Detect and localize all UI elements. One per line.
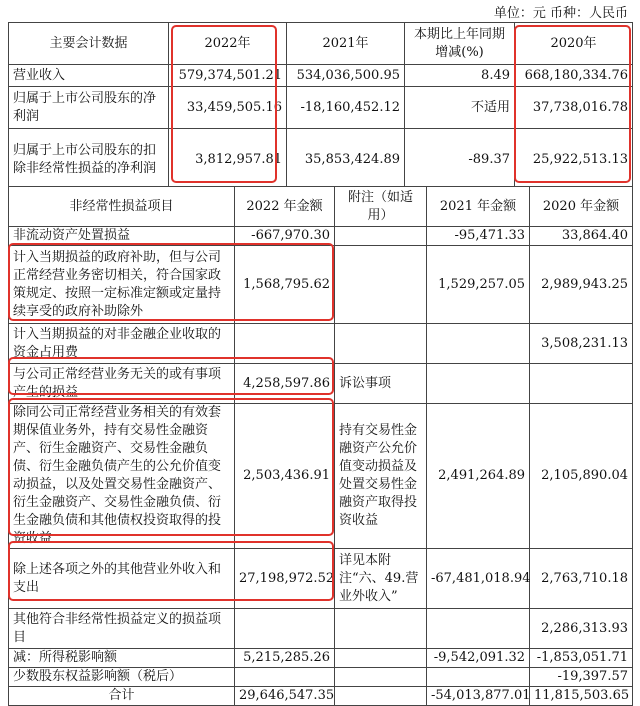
- cell-2021: -9,542,091.32: [427, 649, 530, 668]
- row-label: 归属于上市公司股东的净利润: [9, 87, 169, 129]
- main-accounting-table: [8, 22, 633, 191]
- t1-header-2021: 2021年: [287, 23, 405, 65]
- t2-header-2021: 2021 年金额: [427, 187, 530, 227]
- cell-2021: [427, 668, 530, 687]
- cell-2021: 1,529,257.05: [427, 246, 530, 324]
- cell-2020: -19,397.57: [530, 668, 633, 687]
- t1-header-2022: 2022年: [169, 23, 287, 65]
- t1-header-2020: 2020年: [515, 23, 633, 65]
- cell-note: [335, 609, 427, 649]
- cell-2022: [235, 324, 335, 364]
- cell-2020: -1,853,051.71: [530, 649, 633, 668]
- table-row: [9, 364, 633, 404]
- cell-2022: 3,812,957.81: [169, 129, 287, 191]
- cell-note: 持有交易性金融资产公允价值变动损益及处置交易性金融资产取得投资收益: [335, 404, 427, 549]
- cell-2022: 2,503,436.91: [235, 404, 335, 549]
- cell-note: [335, 324, 427, 364]
- row-label: 少数股东权益影响额（税后）: [9, 668, 235, 687]
- table-row: [9, 668, 633, 687]
- cell-2022: 33,459,505.16: [169, 87, 287, 129]
- cell-2021: [427, 324, 530, 364]
- table-row: [9, 404, 633, 549]
- cell-2021: [427, 609, 530, 649]
- cell-2022: 27,198,972.52: [235, 549, 335, 609]
- cell-note: 诉讼事项: [335, 364, 427, 404]
- cell-2020: 2,763,710.18: [530, 549, 633, 609]
- table-row: [9, 649, 633, 668]
- table-row: [9, 129, 633, 191]
- cell-2021: -54,013,877.01: [427, 687, 530, 706]
- cell-2022: [235, 609, 335, 649]
- cell-2020: 33,864.40: [530, 227, 633, 246]
- cell-2021: -67,481,018.94: [427, 549, 530, 609]
- t2-header-note: 附注（如适用）: [335, 187, 427, 227]
- cell-2021: 534,036,500.95: [287, 65, 405, 87]
- row-label: 计入当期损益的对非金融企业收取的资金占用费: [9, 324, 235, 364]
- cell-2022: 4,258,597.86: [235, 364, 335, 404]
- row-label: 除上述各项之外的其他营业外收入和支出: [9, 549, 235, 609]
- cell-2022: -667,970.30: [235, 227, 335, 246]
- row-label: 其他符合非经常性损益定义的损益项目: [9, 609, 235, 649]
- cell-2020: 2,286,313.93: [530, 609, 633, 649]
- cell-2021: 35,853,424.89: [287, 129, 405, 191]
- cell-2020: 11,815,503.65: [530, 687, 633, 706]
- table-row: [9, 609, 633, 649]
- row-label: 除同公司正常经营业务相关的有效套期保值业务外，持有交易性金融资产、衍生金融资产、交易性金融负债、衍生金融负债产生的公允价值变动损益，以及处置交易性金融资产、衍生金融资产、交易性金融负债、衍生金融负债和其他债权投资取得的投资收益: [9, 404, 235, 549]
- cell-2022: [235, 668, 335, 687]
- row-label: 减：所得税影响额: [9, 649, 235, 668]
- table-row: [9, 65, 633, 87]
- non-recurring-table: [8, 186, 633, 706]
- row-label: 非流动资产处置损益: [9, 227, 235, 246]
- cell-change: 8.49: [405, 65, 515, 87]
- cell-2022: 579,374,501.21: [169, 65, 287, 87]
- cell-note: [335, 687, 427, 706]
- cell-2020: 668,180,334.76: [515, 65, 633, 87]
- cell-note: [335, 227, 427, 246]
- cell-2021: -95,471.33: [427, 227, 530, 246]
- cell-2022: 1,568,795.62: [235, 246, 335, 324]
- table-row: [9, 246, 633, 324]
- row-label: 与公司正常经营业务无关的或有事项产生的损益: [9, 364, 235, 404]
- cell-2020: 25,922,513.13: [515, 129, 633, 191]
- cell-note: [335, 668, 427, 687]
- cell-note: [335, 649, 427, 668]
- unit-line: 单位：元 币种：人民币: [493, 6, 628, 21]
- row-label: 归属于上市公司股东的扣除非经常性损益的净利润: [9, 129, 169, 191]
- table-row: [9, 687, 633, 706]
- cell-2020: 2,989,943.25: [530, 246, 633, 324]
- row-label: 合计: [9, 687, 235, 706]
- t2-header-2020: 2020 年金额: [530, 187, 633, 227]
- cell-2022: 5,215,285.26: [235, 649, 335, 668]
- table-row: [9, 87, 633, 129]
- cell-2020: 37,738,016.78: [515, 87, 633, 129]
- cell-change: -89.37: [405, 129, 515, 191]
- table-row: [9, 324, 633, 364]
- t2-header-item: 非经常性损益项目: [9, 187, 235, 227]
- table-row: [9, 227, 633, 246]
- cell-2020: 2,105,890.04: [530, 404, 633, 549]
- cell-2020: [530, 364, 633, 404]
- cell-2021: 2,491,264.89: [427, 404, 530, 549]
- t1-header-item: 主要会计数据: [9, 23, 169, 65]
- row-label: 计入当期损益的政府补助，但与公司正常经营业务密切相关，符合国家政策规定、按照一定标准定额或定量持续享受的政府补助除外: [9, 246, 235, 324]
- t2-header-2022: 2022 年金额: [235, 187, 335, 227]
- cell-change: 不适用: [405, 87, 515, 129]
- cell-2020: 3,508,231.13: [530, 324, 633, 364]
- table-row: [9, 549, 633, 609]
- cell-2021: -18,160,452.12: [287, 87, 405, 129]
- row-label: 营业收入: [9, 65, 169, 87]
- cell-2021: [427, 364, 530, 404]
- cell-note: 详见本附注“六、49.营业外收入”: [335, 549, 427, 609]
- t1-header-change: 本期比上年同期增减(%): [405, 23, 515, 65]
- cell-2022: 29,646,547.35: [235, 687, 335, 706]
- cell-note: [335, 246, 427, 324]
